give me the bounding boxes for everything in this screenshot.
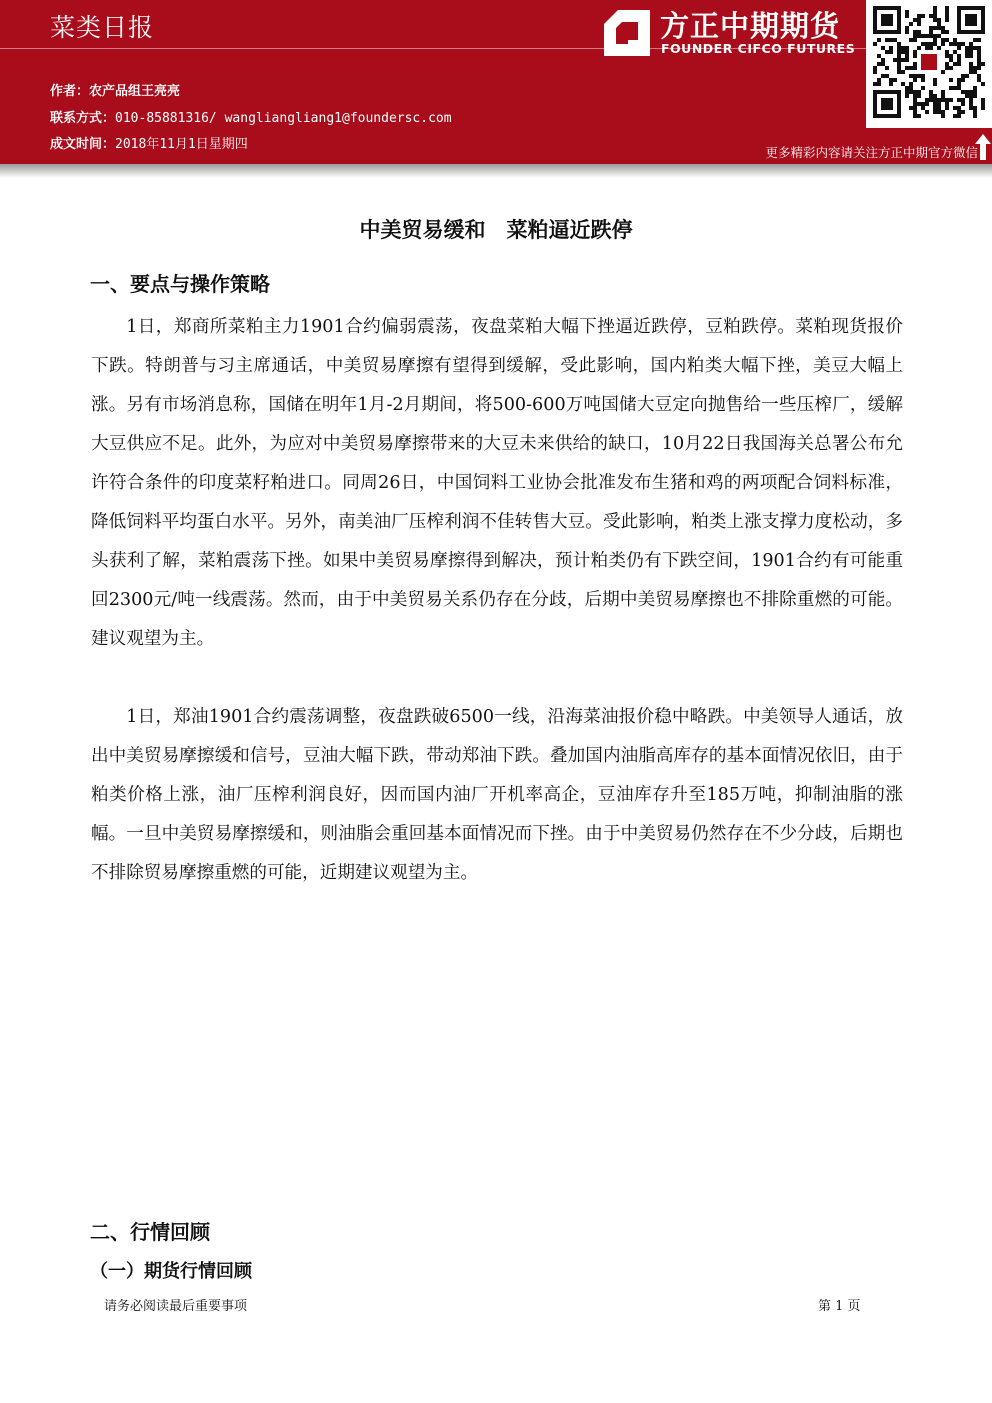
founder-logo-icon <box>604 10 650 56</box>
report-type-title: 菜类日报 <box>50 13 155 42</box>
follow-wechat-text: 更多精彩内容请关注方正中期官方微信 <box>765 145 978 160</box>
subsection-heading-futures: （一）期货行情回顾 <box>90 1261 252 1282</box>
section-heading-review: 二、行情回顾 <box>90 1220 210 1244</box>
page-number: 第 1 页 <box>818 1299 861 1314</box>
header-shadow <box>0 164 992 178</box>
contact-label: 联系方式： <box>50 111 116 126</box>
date-value: 2018年11月1日星期四 <box>115 137 248 152</box>
contact-line <box>50 107 452 126</box>
report-header <box>0 0 992 164</box>
date-line <box>50 133 248 152</box>
footer-disclaimer: 请务必阅读最后重要事项 <box>104 1299 248 1314</box>
contact-value: 010-85881316/ wangliangliang1@foundersc.com <box>115 111 452 126</box>
author-label: 作者： <box>50 84 90 99</box>
paragraph-rapeseed-oil: 1日，郑油1901合约震荡调整，夜盘跌破6500一线，沿海菜油报价稳中略跌。中美领导人通话，放出中美贸易摩擦缓和信号，豆油大幅下跌，带动郑油下跌。叠加国内油脂高库存的基本面情况依旧，由于粕类价格上涨，油厂压榨利润良好，因而国内油厂开机率高企，豆油库存升至185万吨，抑制油脂的涨幅。一旦中美贸易摩擦缓和，则油脂会重回基本面情况而下挫。由于中美贸易仍然存在不少分歧，后期也不排除贸易摩擦重燃的可能，近期建议观望为主。 <box>91 707 903 883</box>
section-heading-strategy: 一、要点与操作策略 <box>90 272 270 296</box>
author-value: 农产品组王亮亮 <box>89 84 181 99</box>
qr-code <box>866 0 992 128</box>
company-name-en: FOUNDER CIFCO FUTURES <box>661 41 856 56</box>
date-label: 成文时间： <box>50 137 116 152</box>
paragraph-rapeseed-meal: 1日，郑商所菜粕主力1901合约偏弱震荡，夜盘菜粕大幅下挫逼近跌停，豆粕跌停。菜粕现货报价下跌。特朗普与习主席通话，中美贸易摩擦有望得到缓解，受此影响，国内粕类大幅下挫，美豆大幅上涨。另有市场消息称，国储在明年1月-2月期间，将500-600万吨国储大豆定向抛售给一些压榨厂，缓解大豆供应不足。此外，为应对中美贸易摩擦带来的大豆未来供给的缺口，10月22日我国海关总署公布允许符合条件的印度菜籽粕进口。同周26日，中国饲料工业协会批准发布生猪和鸡的两项配合饲料标准，降低饲料平均蛋白水平。另外，南美油厂压榨利润不佳转售大豆。受此影响，粕类上涨支撑力度松动，多头获利了解，菜粕震荡下挫。如果中美贸易摩擦得到解决，预计粕类仍有下跌空间，1901合约有可能重回2300元/吨一线震荡。然而，由于中美贸易关系仍存在分歧，后期中美贸易摩擦也不排除重燃的可能。建议观望为主。 <box>91 317 903 649</box>
qr-code-icon <box>873 6 985 118</box>
document-title: 中美贸易缓和 菜粕逼近跌停 <box>359 217 633 242</box>
author-line <box>50 80 180 99</box>
company-name-cn: 方正中期期货 <box>660 9 841 43</box>
up-arrow-icon <box>975 134 991 160</box>
